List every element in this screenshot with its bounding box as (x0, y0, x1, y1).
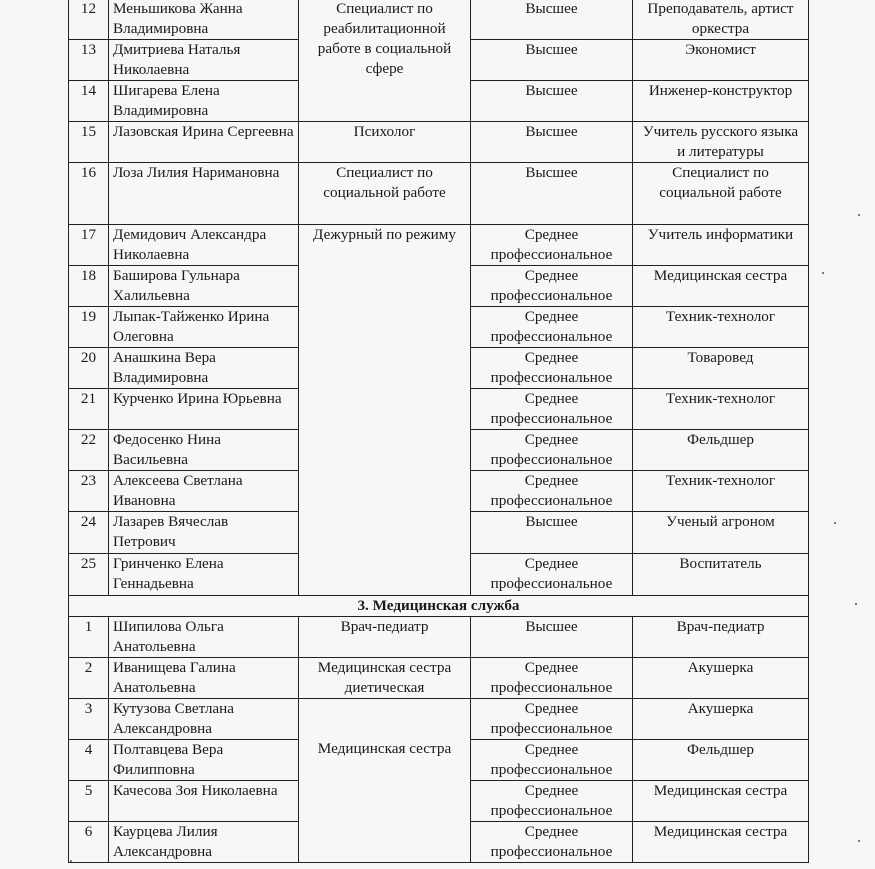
education-cell: Среднее профессиональное (471, 699, 633, 740)
row-number: 23 (69, 471, 109, 512)
employee-name: Федосенко Нина Васильевна (109, 430, 299, 471)
position-cell: Дежурный по режиму (299, 225, 471, 596)
row-number: 12 (69, 0, 109, 40)
education-cell: Высшее (471, 617, 633, 658)
position-cell: Медицинская сестра (299, 699, 471, 863)
employee-name: Баширова Гульнара Халильевна (109, 266, 299, 307)
row-number: 3 (69, 699, 109, 740)
specialty-cell: Инженер-конструктор (633, 81, 809, 122)
employee-name: Лоза Лилия Наримановна (109, 163, 299, 225)
table-row (69, 699, 809, 740)
education-cell: Среднее профессиональное (471, 307, 633, 348)
row-number: 17 (69, 225, 109, 266)
employee-name: Качесова Зоя Николаевна (109, 781, 299, 822)
education-cell: Высшее (471, 163, 633, 225)
row-number: 4 (69, 740, 109, 781)
row-number: 25 (69, 554, 109, 596)
position-cell: Медицинская сестра диетическая (299, 658, 471, 699)
employee-name: Полтавцева Вера Филипповна (109, 740, 299, 781)
position-cell: Психолог (299, 122, 471, 163)
education-cell: Среднее профессиональное (471, 471, 633, 512)
employee-name: Алексеева Светлана Ивановна (109, 471, 299, 512)
employee-name: Демидович Александра Николаевна (109, 225, 299, 266)
education-cell: Высшее (471, 512, 633, 554)
education-cell: Высшее (471, 0, 633, 40)
education-cell: Высшее (471, 40, 633, 81)
specialty-cell: Учитель русского языка и литературы (633, 122, 809, 163)
table-row (69, 617, 809, 658)
specialty-cell: Врач-педиатр (633, 617, 809, 658)
specialty-cell: Экономист (633, 40, 809, 81)
section-title: 3. Медицинская служба (69, 596, 809, 617)
row-number: 22 (69, 430, 109, 471)
row-number: 5 (69, 781, 109, 822)
row-number: 16 (69, 163, 109, 225)
table-row (69, 658, 809, 699)
employee-name: Лыпак-Тайженко Ирина Олеговна (109, 307, 299, 348)
specialty-cell: Медицинская сестра (633, 781, 809, 822)
position-cell: Специалист по социальной работе (299, 163, 471, 225)
education-cell: Среднее профессиональное (471, 740, 633, 781)
specialty-cell: Фельдшер (633, 430, 809, 471)
row-number: 18 (69, 266, 109, 307)
employee-name: Анашкина Вера Владимировна (109, 348, 299, 389)
table-row (69, 225, 809, 266)
row-number: 2 (69, 658, 109, 699)
education-cell: Среднее профессиональное (471, 554, 633, 596)
row-number: 15 (69, 122, 109, 163)
section-header-row (69, 596, 809, 617)
employee-name: Гринченко Елена Геннадьевна (109, 554, 299, 596)
specialty-cell: Преподаватель, артист оркестра (633, 0, 809, 40)
specialty-cell: Акушерка (633, 658, 809, 699)
specialty-cell: Техник-технолог (633, 389, 809, 430)
education-cell: Среднее профессиональное (471, 348, 633, 389)
position-cell: Специалист по реабилитационной работе в социальной сфере (299, 0, 471, 122)
table-row (69, 163, 809, 225)
position-cell: Врач-педиатр (299, 617, 471, 658)
row-number: 20 (69, 348, 109, 389)
employee-name: Шипилова Ольга Анатольевна (109, 617, 299, 658)
education-cell: Высшее (471, 122, 633, 163)
row-number: 14 (69, 81, 109, 122)
employee-name: Лазовская Ирина Сергеевна (109, 122, 299, 163)
row-number: 24 (69, 512, 109, 554)
specialty-cell: Фельдшер (633, 740, 809, 781)
employee-name: Шигарева Елена Владимировна (109, 81, 299, 122)
employee-name: Курченко Ирина Юрьевна (109, 389, 299, 430)
employee-name: Меньшикова Жанна Владимировна (109, 0, 299, 40)
education-cell: Среднее профессиональное (471, 822, 633, 863)
staff-table (68, 0, 809, 863)
education-cell: Среднее профессиональное (471, 266, 633, 307)
row-number: 6 (69, 822, 109, 863)
specialty-cell: Медицинская сестра (633, 822, 809, 863)
employee-name: Иванищева Галина Анатольевна (109, 658, 299, 699)
education-cell: Среднее профессиональное (471, 658, 633, 699)
document-page (68, 0, 808, 863)
table-row (69, 0, 809, 40)
specialty-cell: Ученый агроном (633, 512, 809, 554)
specialty-cell: Воспитатель (633, 554, 809, 596)
education-cell: Среднее профессиональное (471, 225, 633, 266)
employee-name: Каурцева Лилия Александровна (109, 822, 299, 863)
row-number: 13 (69, 40, 109, 81)
education-cell: Среднее профессиональное (471, 389, 633, 430)
specialty-cell: Техник-технолог (633, 307, 809, 348)
row-number: 19 (69, 307, 109, 348)
education-cell: Высшее (471, 81, 633, 122)
employee-name: Лазарев Вячеслав Петрович (109, 512, 299, 554)
education-cell: Среднее профессиональное (471, 430, 633, 471)
row-number: 1 (69, 617, 109, 658)
specialty-cell: Товаровед (633, 348, 809, 389)
employee-name: Кутузова Светлана Александровна (109, 699, 299, 740)
education-cell: Среднее профессиональное (471, 781, 633, 822)
employee-name: Дмитриева Наталья Николаевна (109, 40, 299, 81)
table-row (69, 122, 809, 163)
row-number: 21 (69, 389, 109, 430)
specialty-cell: Акушерка (633, 699, 809, 740)
specialty-cell: Техник-технолог (633, 471, 809, 512)
specialty-cell: Учитель информатики (633, 225, 809, 266)
specialty-cell: Медицинская сестра (633, 266, 809, 307)
specialty-cell: Специалист по социальной работе (633, 163, 809, 225)
